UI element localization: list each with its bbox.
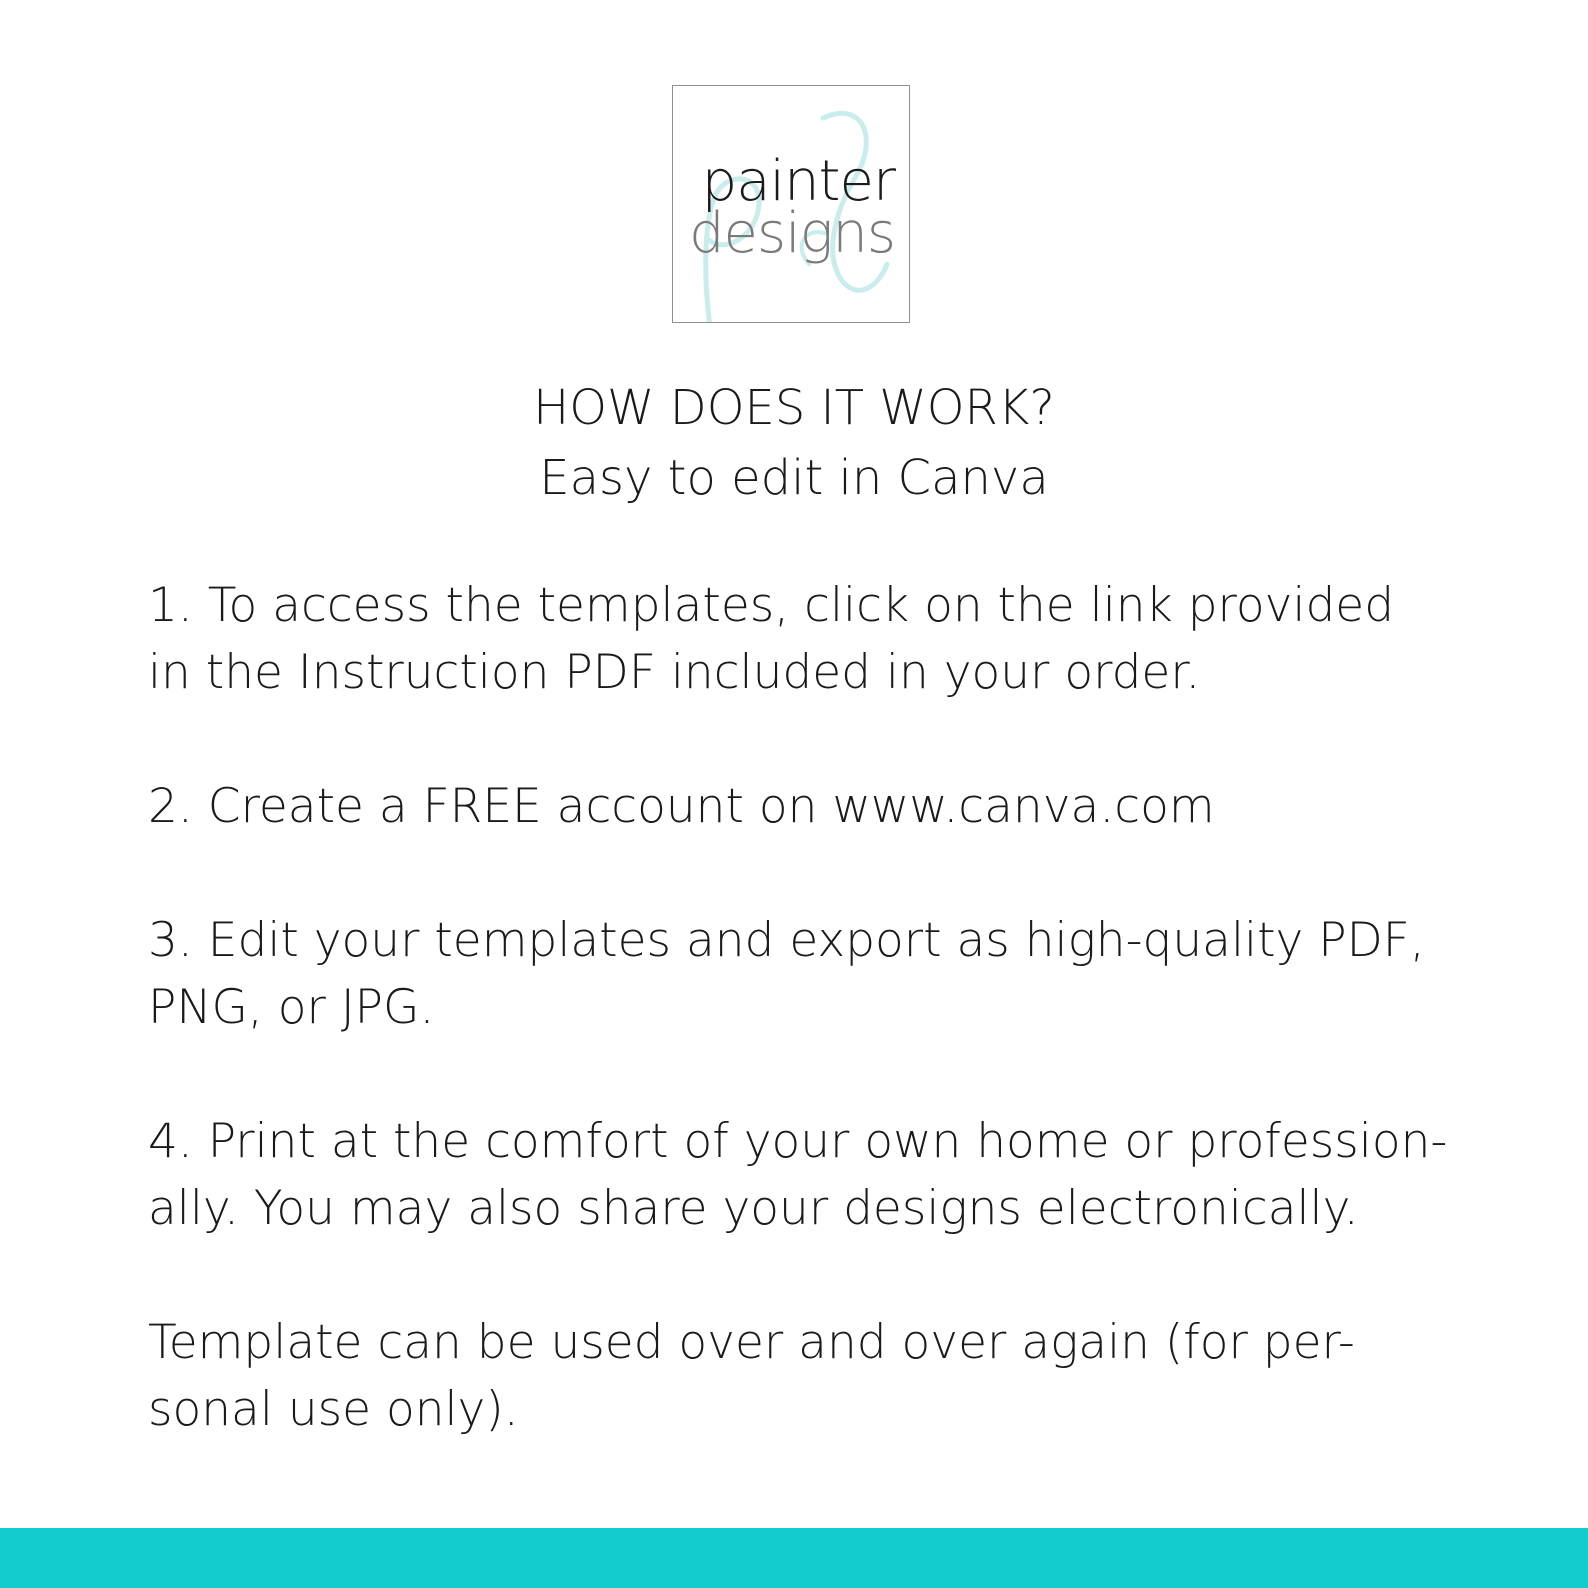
page-subtitle: Easy to edit in Canva — [539, 450, 1049, 506]
step-text-line: ally. You may also share your designs electronically. — [148, 1181, 1359, 1236]
monogram-text: pd — [693, 126, 695, 127]
step-text-line: in the Instruction PDF included in your order. — [148, 645, 1201, 700]
footer-accent-bar — [0, 1528, 1588, 1588]
brand-logo — [672, 85, 910, 323]
instruction-step-2 — [148, 773, 1458, 840]
step-text-line: 2. Create a FREE account on www.canva.com — [148, 779, 1215, 834]
instructions-list — [148, 572, 1458, 1510]
instruction-step-4 — [148, 1108, 1458, 1242]
page-title: HOW DOES IT WORK? — [533, 380, 1055, 436]
usage-note — [148, 1309, 1458, 1443]
logo-word-painter: painter — [701, 149, 895, 214]
step-text-line: 3. Edit your templates and export as high-quality PDF, — [148, 913, 1425, 968]
instruction-step-3 — [148, 907, 1458, 1041]
step-text-line: 1. To access the templates, click on the link provided — [148, 578, 1395, 633]
instruction-step-1 — [148, 572, 1458, 706]
step-text-line: PNG, or JPG. — [148, 980, 435, 1035]
step-text-line: 4. Print at the comfort of your own home or profession- — [148, 1114, 1448, 1169]
step-text-line: Template can be used over and over again (for per- — [148, 1315, 1355, 1370]
step-text-line: sonal use only). — [148, 1382, 519, 1437]
logo-word-designs: designs — [688, 201, 895, 266]
